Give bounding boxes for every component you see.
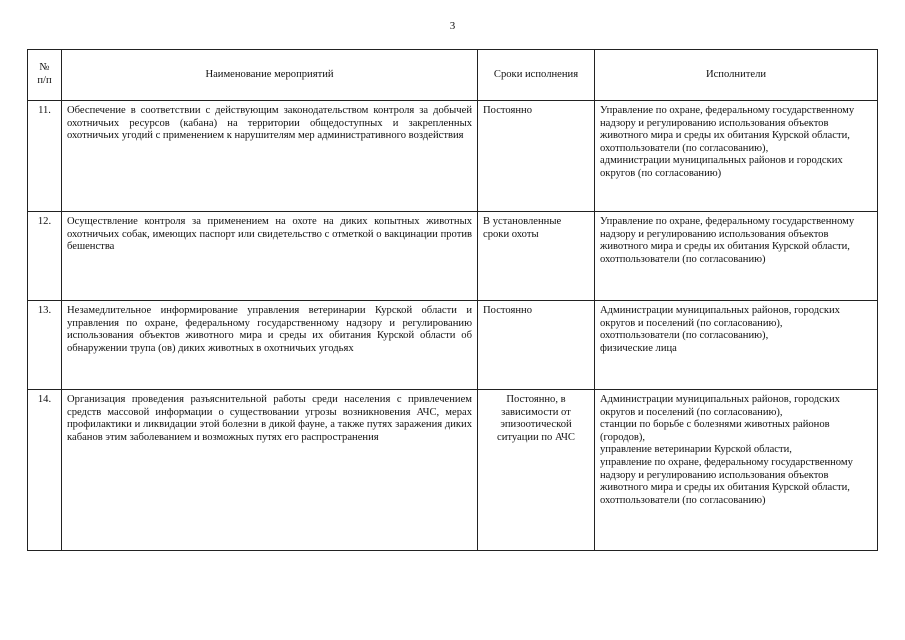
row-terms: Постоянно, в зависимости от эпизоотической ситуации по АЧС: [478, 390, 595, 551]
row-executors: Управление по охране, федеральному государственному надзору и регулированию использования объектов животного мира и среды их обитания Курской области, охотпользователи (по согласованию): [595, 212, 878, 301]
page-number: 3: [449, 20, 456, 32]
row-executors: Администрации муниципальных районов, городских округов и поселений (по согласованию), станции по борьбе с болезнями животных районов (городов), управление ветеринарии Курской области, управление по охране, федеральному государственному надзору и регулированию использования объектов животного мира и среды их обитания Курской области, охотпользователи (по согласованию): [595, 390, 878, 551]
header-terms: Сроки исполнения: [478, 50, 595, 101]
row-terms: Постоянно: [478, 301, 595, 390]
measures-table: [27, 49, 878, 551]
table-row: [28, 101, 878, 212]
header-name: Наименование мероприятий: [62, 50, 478, 101]
row-executors: Управление по охране, федеральному государственному надзору и регулированию использования объектов животного мира и среды их обитания Курской области, охотпользователи (по согласованию), администрации муниципальных районов и городских округов (по согласованию): [595, 101, 878, 212]
row-num: 11.: [28, 101, 62, 212]
row-num: 14.: [28, 390, 62, 551]
table-row: [28, 390, 878, 551]
row-name: Обеспечение в соответствии с действующим законодательством контроля за добычей охотничьих ресурсов (кабана) на территории общедоступных и закрепленных охотничьих угодий с применением к нарушителям мер административного воздействия: [62, 101, 478, 212]
row-terms: В установленные сроки охоты: [478, 212, 595, 301]
row-num: 12.: [28, 212, 62, 301]
table-header-row: [28, 50, 878, 101]
row-name: Незамедлительное информирование управления ветеринарии Курской области и управления по охране, федеральному государственному надзору и регулированию использования объектов животного мира и среды их обитания Курской области об обнаружении трупа (ов) диких животных в охотничьих угодьях: [62, 301, 478, 390]
row-name: Организация проведения разъяснительной работы среди населения с привлечением средств массовой информации о существовании угрозы возникновения АЧС, мерах профилактики и ликвидации этой болезни в дикой фауне, а также путях заражения диких кабанов этим заболеванием и возможных путях его распространения: [62, 390, 478, 551]
row-executors: Администрации муниципальных районов, городских округов и поселений (по согласованию), охотпользователи (по согласованию), физические лица: [595, 301, 878, 390]
row-name: Осуществление контроля за применением на охоте на диких копытных животных охотничьих собак, имеющих паспорт или свидетельство с отметкой о вакцинации против бешенства: [62, 212, 478, 301]
header-num: № п/п: [28, 50, 62, 101]
header-executors: Исполнители: [595, 50, 878, 101]
row-terms: Постоянно: [478, 101, 595, 212]
row-num: 13.: [28, 301, 62, 390]
table-row: [28, 212, 878, 301]
table-row: [28, 301, 878, 390]
